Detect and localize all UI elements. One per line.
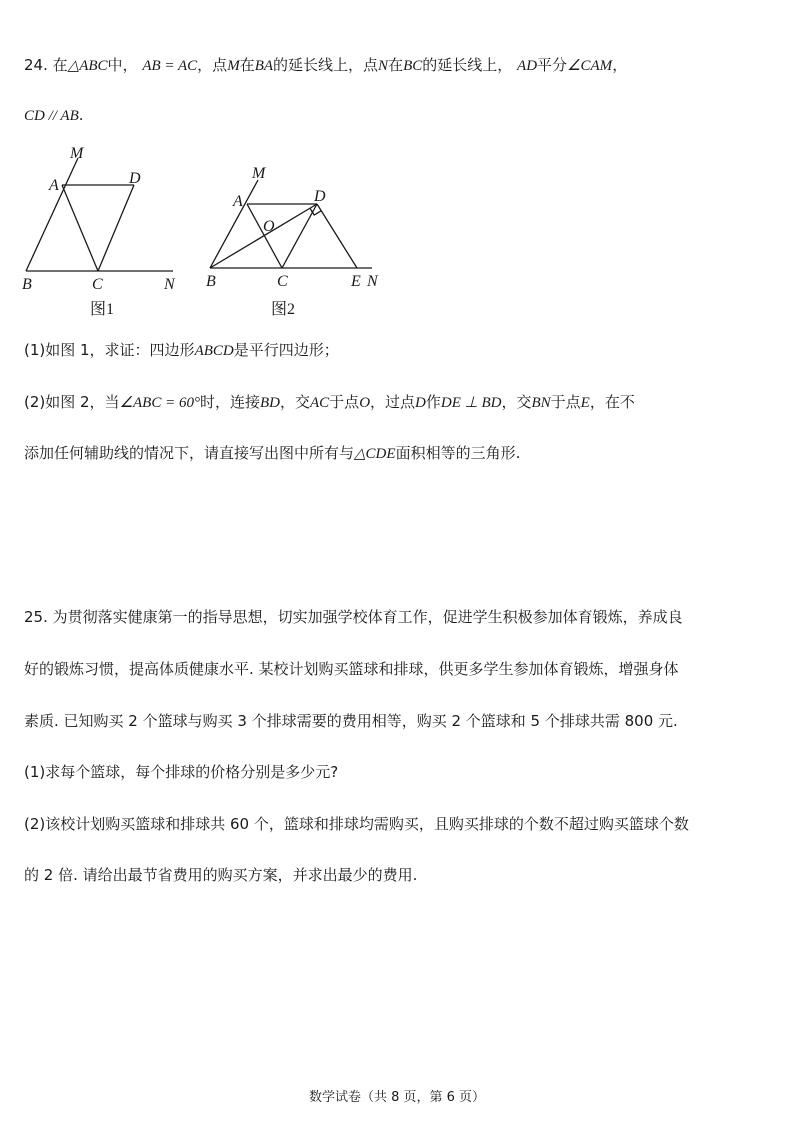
- line-ac: [62, 185, 98, 271]
- label-n: N: [164, 276, 175, 293]
- line-ma-b: [26, 158, 78, 271]
- figure-2-diagram: [200, 160, 400, 330]
- q24-line1: 24. 在△ABC中， AB = AC，点M在BA的延长线上，点N在BC的延长线上， AD平分∠CAM，: [24, 56, 628, 74]
- line-dc: [282, 204, 317, 268]
- label-a: A: [49, 177, 59, 194]
- label-e: E: [351, 273, 361, 290]
- label-c: C: [277, 273, 288, 290]
- label-n: N: [367, 273, 378, 290]
- line-bd: [210, 204, 317, 268]
- figure-1: [18, 138, 198, 332]
- label-b: B: [206, 273, 216, 290]
- question-number: 24.: [24, 56, 48, 74]
- figure-1-diagram: [18, 138, 198, 328]
- figure-1-caption: 图1: [90, 301, 115, 318]
- q25-part2-line1: (2)该校计划购买篮球和排球共 60 个，篮球和排球均需购买，且购买排球的个数不超过购买篮球个数: [24, 815, 689, 833]
- label-m: M: [252, 165, 266, 182]
- q24-line2: CD // AB.: [24, 106, 84, 124]
- q25-line3: 素质. 已知购买 2 个篮球与购买 3 个排球需要的费用相等，购买 2 个篮球和 5 个排球共需 800 元.: [24, 712, 678, 730]
- label-d: D: [314, 188, 326, 205]
- figure-2-caption: 图2: [271, 301, 296, 318]
- q25-line2: 好的锻炼习惯，提高体质健康水平. 某校计划购买篮球和排球，供更多学生参加体育锻炼，增强身体: [24, 660, 679, 678]
- label-o: O: [263, 218, 275, 235]
- q25-line1: 25. 为贯彻落实健康第一的指导思想，切实加强学校体育工作，促进学生积极参加体育锻炼，养成良: [24, 608, 683, 626]
- label-d: D: [129, 170, 141, 187]
- q24-part1: (1)如图 1，求证：四边形ABCD是平行四边形；: [24, 341, 339, 359]
- label-m: M: [70, 145, 84, 162]
- line-de: [317, 204, 357, 268]
- q25-part1: (1)求每个篮球，每个排球的价格分别是多少元?: [24, 763, 339, 781]
- label-a: A: [233, 193, 243, 210]
- figure-2: [200, 160, 400, 334]
- q24-part2-line2: 添加任何辅助线的情况下，请直接写出图中所有与△CDE面积相等的三角形.: [24, 444, 521, 462]
- page-footer: 数学试卷（共 8 页，第 6 页）: [308, 1090, 486, 1105]
- q25-part2-line2: 的 2 倍. 请给出最节省费用的购买方案，并求出最少的费用.: [24, 866, 418, 884]
- line-dc: [98, 185, 134, 271]
- label-b: B: [22, 276, 32, 293]
- q24-part2-line1: (2)如图 2，当∠ABC = 60°时，连接BD，交AC于点O，过点D作DE ⊥ BD，交BN于点E，在不: [24, 393, 635, 411]
- label-c: C: [92, 276, 103, 293]
